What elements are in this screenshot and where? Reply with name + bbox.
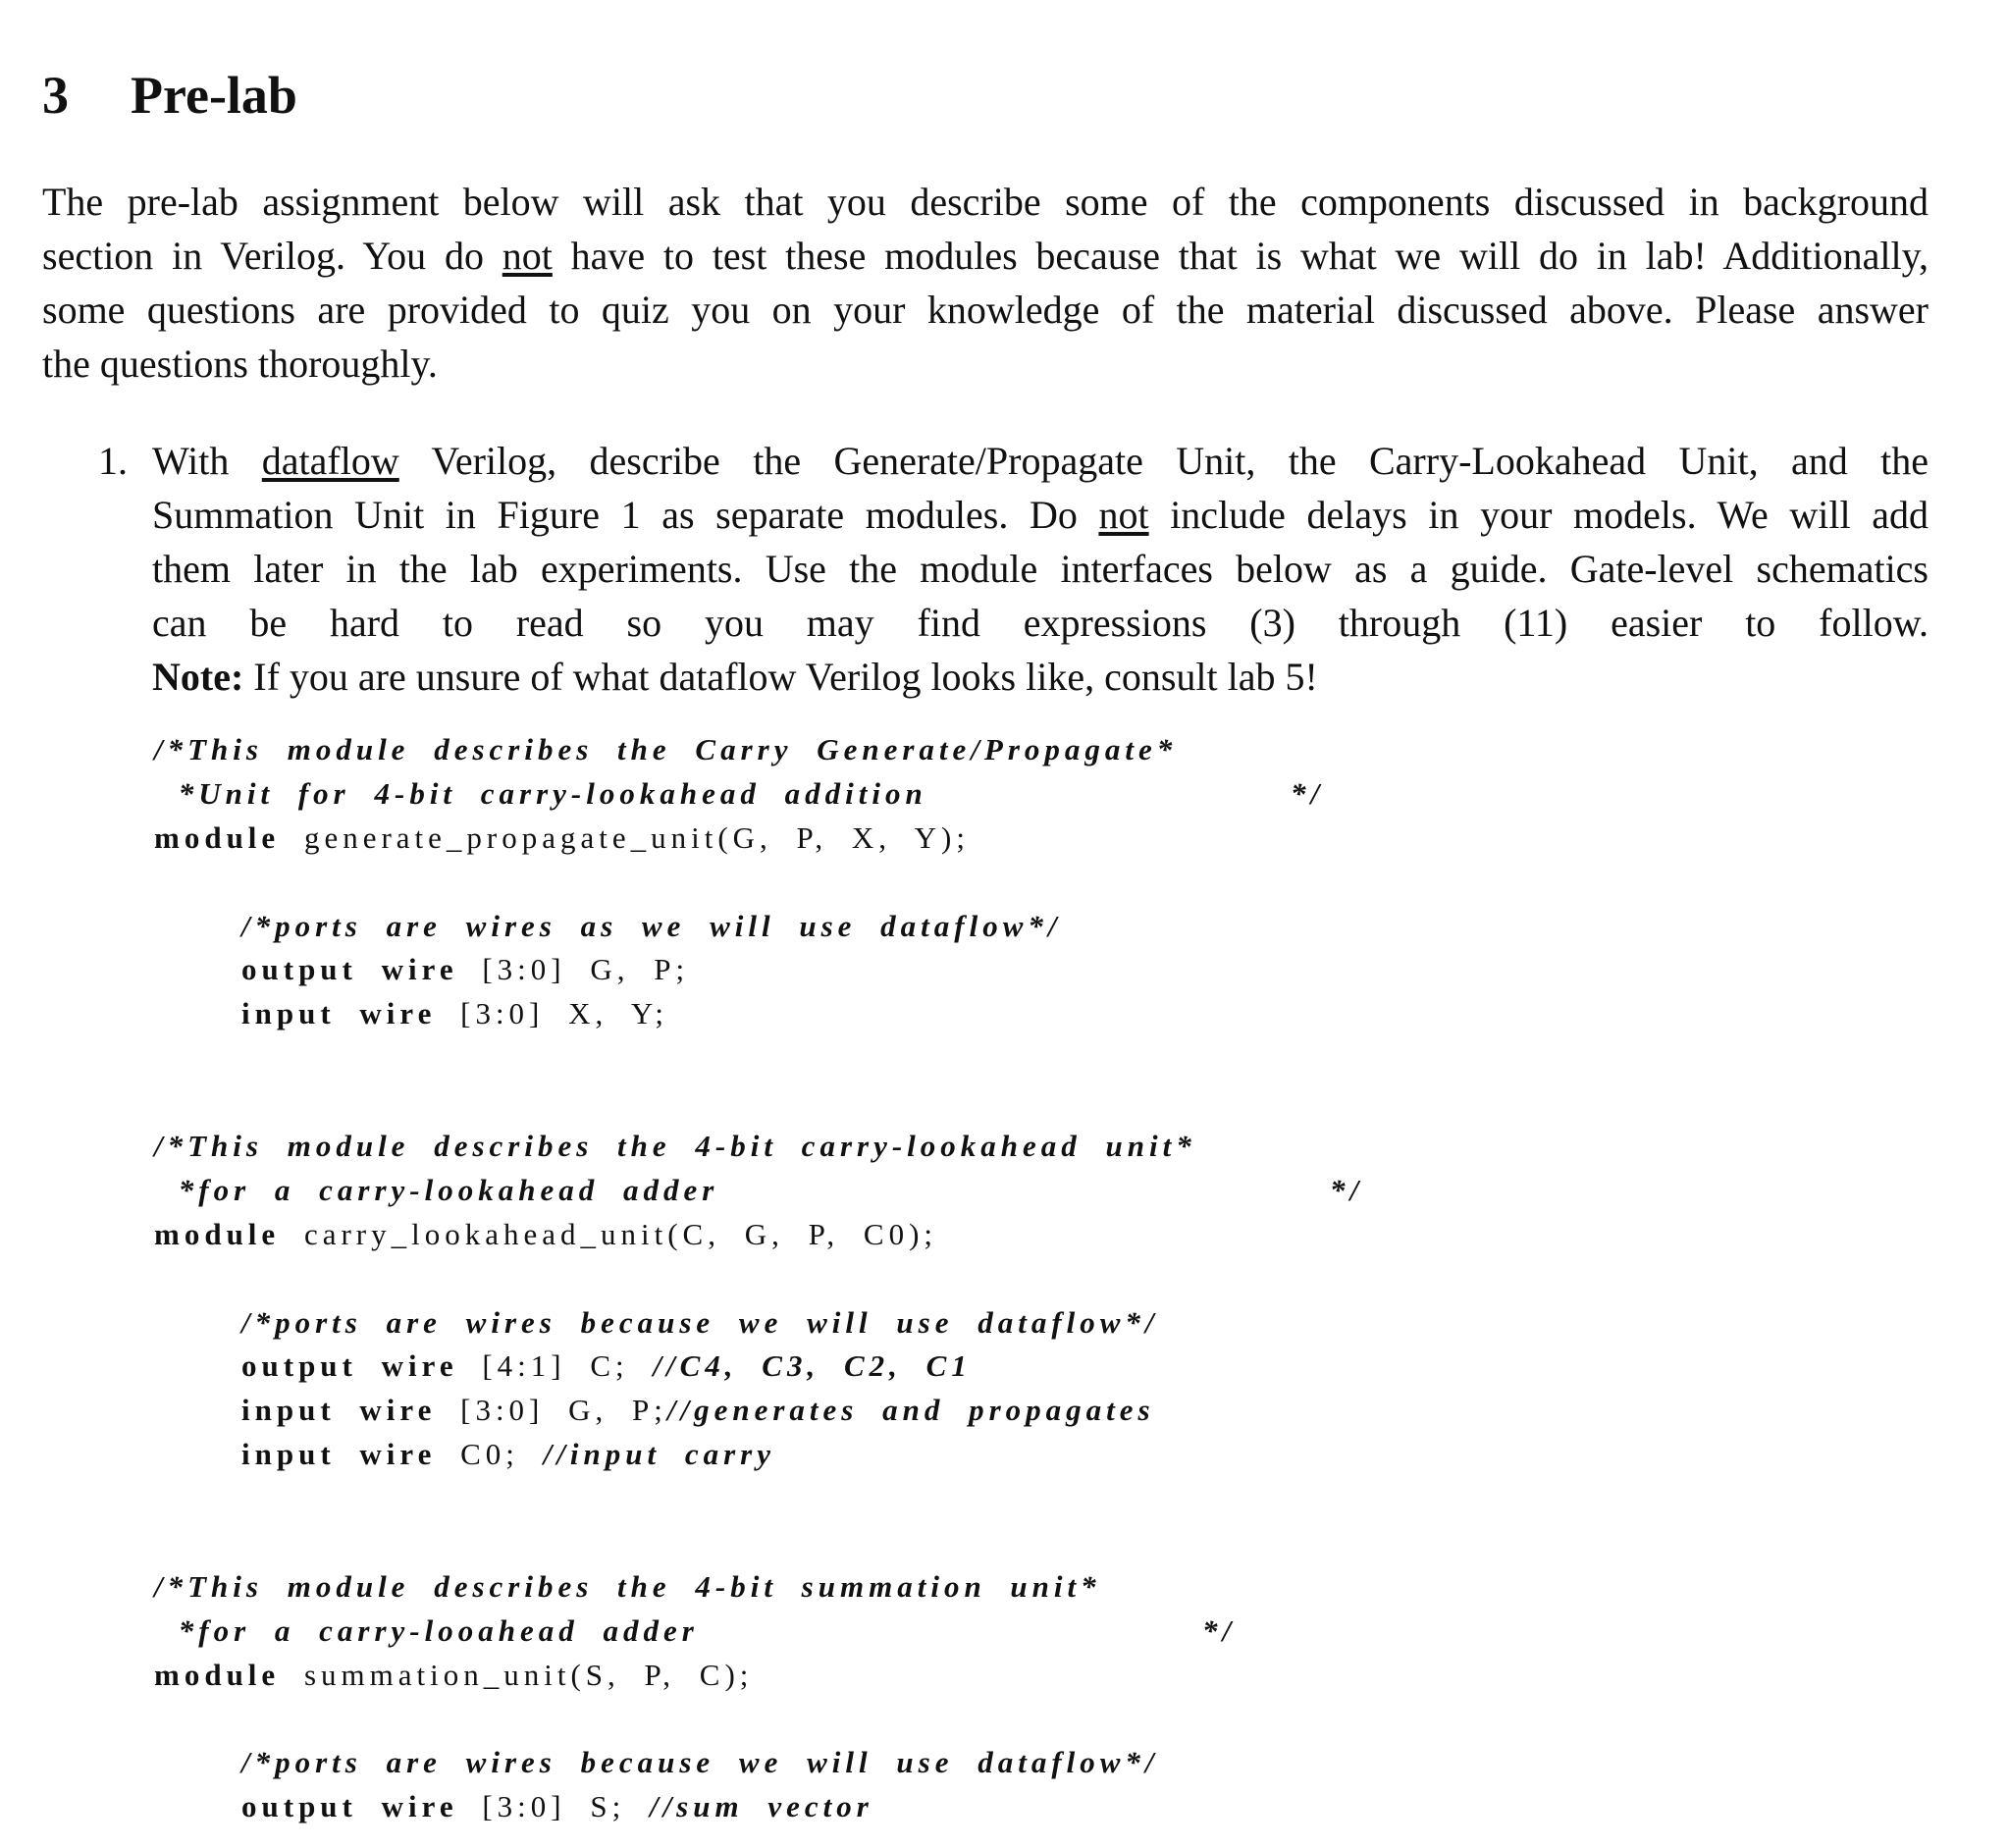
code-line	[154, 1610, 1237, 1654]
text-span: If you are unsure of what dataflow Verilog looks like, consult lab 5!	[243, 655, 1318, 699]
code-keyword: input wire	[241, 996, 437, 1031]
code-line	[154, 1257, 1196, 1301]
code-keyword: input wire	[241, 1437, 437, 1472]
text-span: include delays in your models. We will add	[1148, 493, 1929, 537]
text-span: have to test these modules because that is what we will do in lab! Additionally,	[552, 234, 1929, 278]
section-number: 3	[42, 66, 69, 125]
list-item-text	[152, 434, 1929, 704]
code-line	[154, 772, 1325, 817]
text-line	[152, 488, 1929, 542]
code-comment: //sum vector	[649, 1789, 873, 1824]
text-span: section in Verilog. You do	[42, 234, 502, 278]
code-line	[154, 1125, 1196, 1169]
section-heading	[42, 65, 297, 126]
comment-end: */	[1202, 1612, 1237, 1648]
text-span: can be hard to read so you may find expressions (3) through (11) easier to follow.	[152, 601, 1929, 645]
code-text: carry_lookahead_unit(C, G, P, C0);	[280, 1216, 938, 1251]
text-line	[152, 650, 1929, 704]
code-keyword: module	[154, 1657, 281, 1692]
code-line	[154, 992, 1196, 1036]
code-comment: /*This module describes the 4-bit summation unit*	[154, 1568, 1101, 1604]
code-text: C0;	[436, 1437, 544, 1472]
code-comment: *for a carry-lookahead adder	[154, 1172, 719, 1207]
text-line	[42, 283, 1929, 337]
code-comment: *Unit for 4-bit carry-lookahead addition	[154, 775, 927, 811]
code-line	[154, 1081, 1196, 1125]
code-keyword: output wire	[241, 1789, 458, 1824]
code-line	[154, 861, 1196, 905]
code-keyword: module	[154, 1216, 281, 1251]
underlined-text: not	[502, 234, 553, 278]
code-line	[154, 1565, 1196, 1610]
code-comment: //generates and propagates	[666, 1393, 1155, 1428]
code-line	[154, 1345, 1196, 1389]
code-keyword: module	[154, 819, 281, 855]
code-line	[154, 1785, 1196, 1829]
code-line	[154, 1036, 1196, 1081]
comment-end: */	[1330, 1172, 1364, 1207]
code-line	[154, 1521, 1196, 1565]
code-line	[154, 1389, 1196, 1433]
code-text: [3:0] G, P;	[457, 952, 690, 987]
code-text: [4:1] C;	[457, 1348, 654, 1384]
verilog-code-listing	[154, 728, 1364, 1829]
underlined-text: not	[1098, 493, 1149, 537]
code-line	[154, 817, 1196, 861]
code-line	[154, 948, 1196, 992]
text-line	[42, 229, 1929, 283]
text-span: Verilog, describe the Generate/Propagate Unit, the Carry-Lookahead Unit, and the	[398, 439, 1929, 483]
code-comment: //C4, C3, C2, C1	[653, 1348, 972, 1384]
bold-label: Note:	[152, 655, 244, 699]
code-text: generate_propagate_unit(G, P, X, Y);	[280, 819, 970, 855]
text-span: them later in the lab experiments. Use the module interfaces below as a guide. Gate-level schematics	[152, 547, 1929, 591]
code-line	[154, 1654, 1196, 1698]
text-line	[152, 542, 1929, 596]
code-keyword: output wire	[241, 1348, 458, 1384]
code-comment: /*ports are wires because we will use dataflow*/	[241, 1304, 1159, 1340]
code-comment: /*ports are wires because we will use dataflow*/	[241, 1745, 1159, 1780]
code-comment: *for a carry-looahead adder	[154, 1612, 699, 1648]
text-span: With	[152, 439, 262, 483]
code-text: [3:0] X, Y;	[436, 996, 669, 1031]
underlined-text: dataflow	[261, 439, 399, 483]
text-span: Summation Unit in Figure 1 as separate modules. Do	[152, 493, 1099, 537]
list-item-number: 1.	[98, 439, 128, 483]
code-comment: /*This module describes the 4-bit carry-lookahead unit*	[154, 1129, 1196, 1164]
text-line	[152, 596, 1929, 650]
code-line	[154, 728, 1196, 772]
text-span: some questions are provided to quiz you on your knowledge of the material discussed above. Please answer	[42, 288, 1929, 332]
code-line	[154, 1477, 1196, 1521]
text-span: The pre-lab assignment below will ask that you describe some of the components discussed in background	[42, 180, 1929, 224]
intro-paragraph	[42, 175, 1929, 391]
code-line	[154, 905, 1196, 949]
text-line	[152, 434, 1929, 488]
text-line	[42, 175, 1929, 229]
code-line	[154, 1433, 1196, 1477]
code-line	[154, 1213, 1196, 1257]
comment-end: */	[1291, 775, 1325, 811]
code-text: summation_unit(S, P, C);	[280, 1657, 754, 1692]
code-keyword: input wire	[241, 1393, 437, 1428]
code-line	[154, 1301, 1196, 1346]
code-text: [3:0] G, P;	[436, 1393, 667, 1428]
code-line	[154, 1169, 1364, 1213]
text-line	[42, 337, 1929, 391]
code-line	[154, 1698, 1196, 1742]
code-comment: /*This module describes the Carry Generate/Propagate*	[154, 732, 1178, 766]
code-text: [3:0] S;	[457, 1789, 650, 1824]
code-comment: /*ports are wires as we will use dataflow*/	[241, 908, 1062, 943]
code-comment: //input carry	[543, 1437, 776, 1472]
section-title: Pre-lab	[131, 66, 297, 125]
text-span: the questions thoroughly.	[42, 342, 438, 386]
code-line	[154, 1741, 1196, 1785]
code-keyword: output wire	[241, 952, 458, 987]
